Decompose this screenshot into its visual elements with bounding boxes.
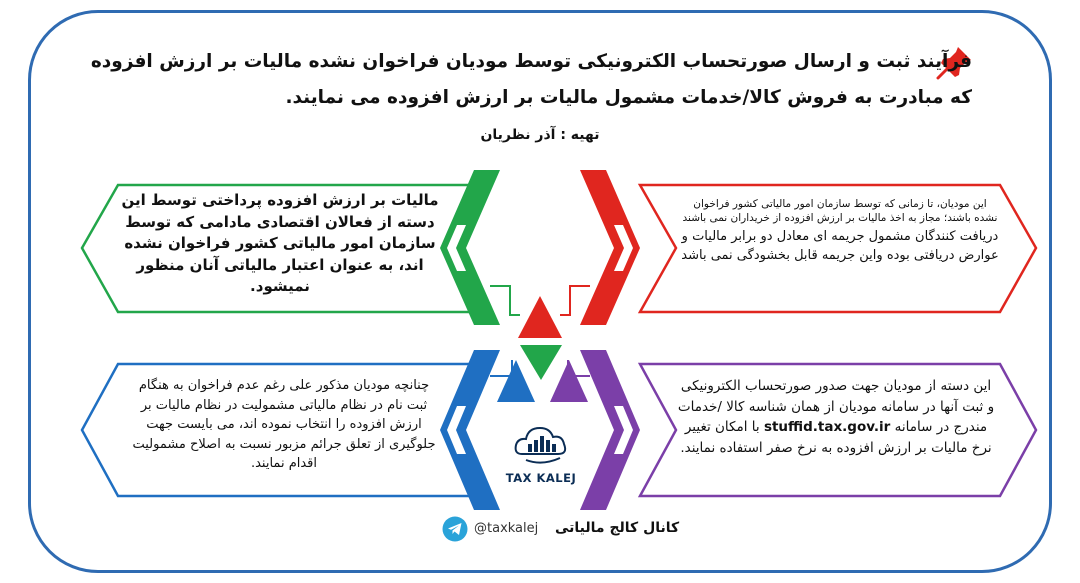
panel-bottom-left-text: چنانچه مودیان مذکور علی رغم عدم فراخوان به هنگام ثبت نام در نظام مالیاتی مشمولیت در نظام مالیات بر ارزش افزوده را انتخاب نموده اند، می بایست جهت جلوگیری از تعلق جرائم مزبور نسبت به اصلاح مشمولیت اقدام نمایند. — [132, 378, 436, 471]
title-line-1: فرآیند ثبت و ارسال صورتحساب الکترونیکی توسط مودیان فراخوان نشده مالیات بر ارزش افزوده — [90, 51, 972, 72]
triangle-blue — [497, 360, 535, 402]
panel-bottom-right-text: این دسته از مودیان جهت صدور صورتحساب الکترونیکی و ثبت آنها در سامانه مودیان از همان شناسه کالا /خدمات مندرج در سامانه stuffid.tax.gov.ir با امکان تغییر نرخ مالیات بر ارزش افزوده به نرخ صفر استفاده نمایند. — [677, 378, 995, 456]
stuffid-url: stuffid.tax.gov.ir — [763, 419, 891, 435]
triangle-purple — [550, 360, 588, 402]
channel-label: کانال کالج مالیاتی — [555, 520, 680, 536]
telegram-icon — [442, 516, 468, 542]
connector-red — [560, 286, 590, 315]
panel-top-right-main: دریافت کنندگان مشمول جریمه ای معادل دو برابر مالیات و عوارض دریافتی بوده واین جریمه قابل بخشودگی نمی باشد — [681, 229, 999, 263]
panel-top-right-text — [680, 197, 1000, 265]
author-credit: تهیه : آذر نظریان — [480, 127, 600, 143]
panel-top-right-small: این مودیان، تا زمانی که توسط سازمان امور مالیاتی کشور فراخوان نشده باشند؛ مجاز به اخذ مالیات بر ارزش افزوده از خریداران نمی باشند — [682, 198, 998, 224]
triangle-green — [520, 345, 562, 380]
cloud-chart-logo — [516, 428, 566, 463]
panel-top-left-text: مالیات بر ارزش افزوده پرداختی توسط این دسته از فعالان اقتصادی مادامی که توسط سازمان امور مالیاتی کشور فراخوان نشده اند، به عنوان اعتبار مالیاتی آنان منظور نمیشود. — [121, 191, 439, 295]
logo-name: TAX KALEJ — [505, 471, 577, 485]
connector-green — [490, 286, 520, 315]
channel-handle[interactable]: @taxkalej — [474, 521, 539, 536]
triangle-red — [518, 296, 562, 338]
title-line-2: که مبادرت به فروش کالا/خدمات مشمول مالیات بر ارزش افزوده می نمایند. — [285, 87, 972, 108]
